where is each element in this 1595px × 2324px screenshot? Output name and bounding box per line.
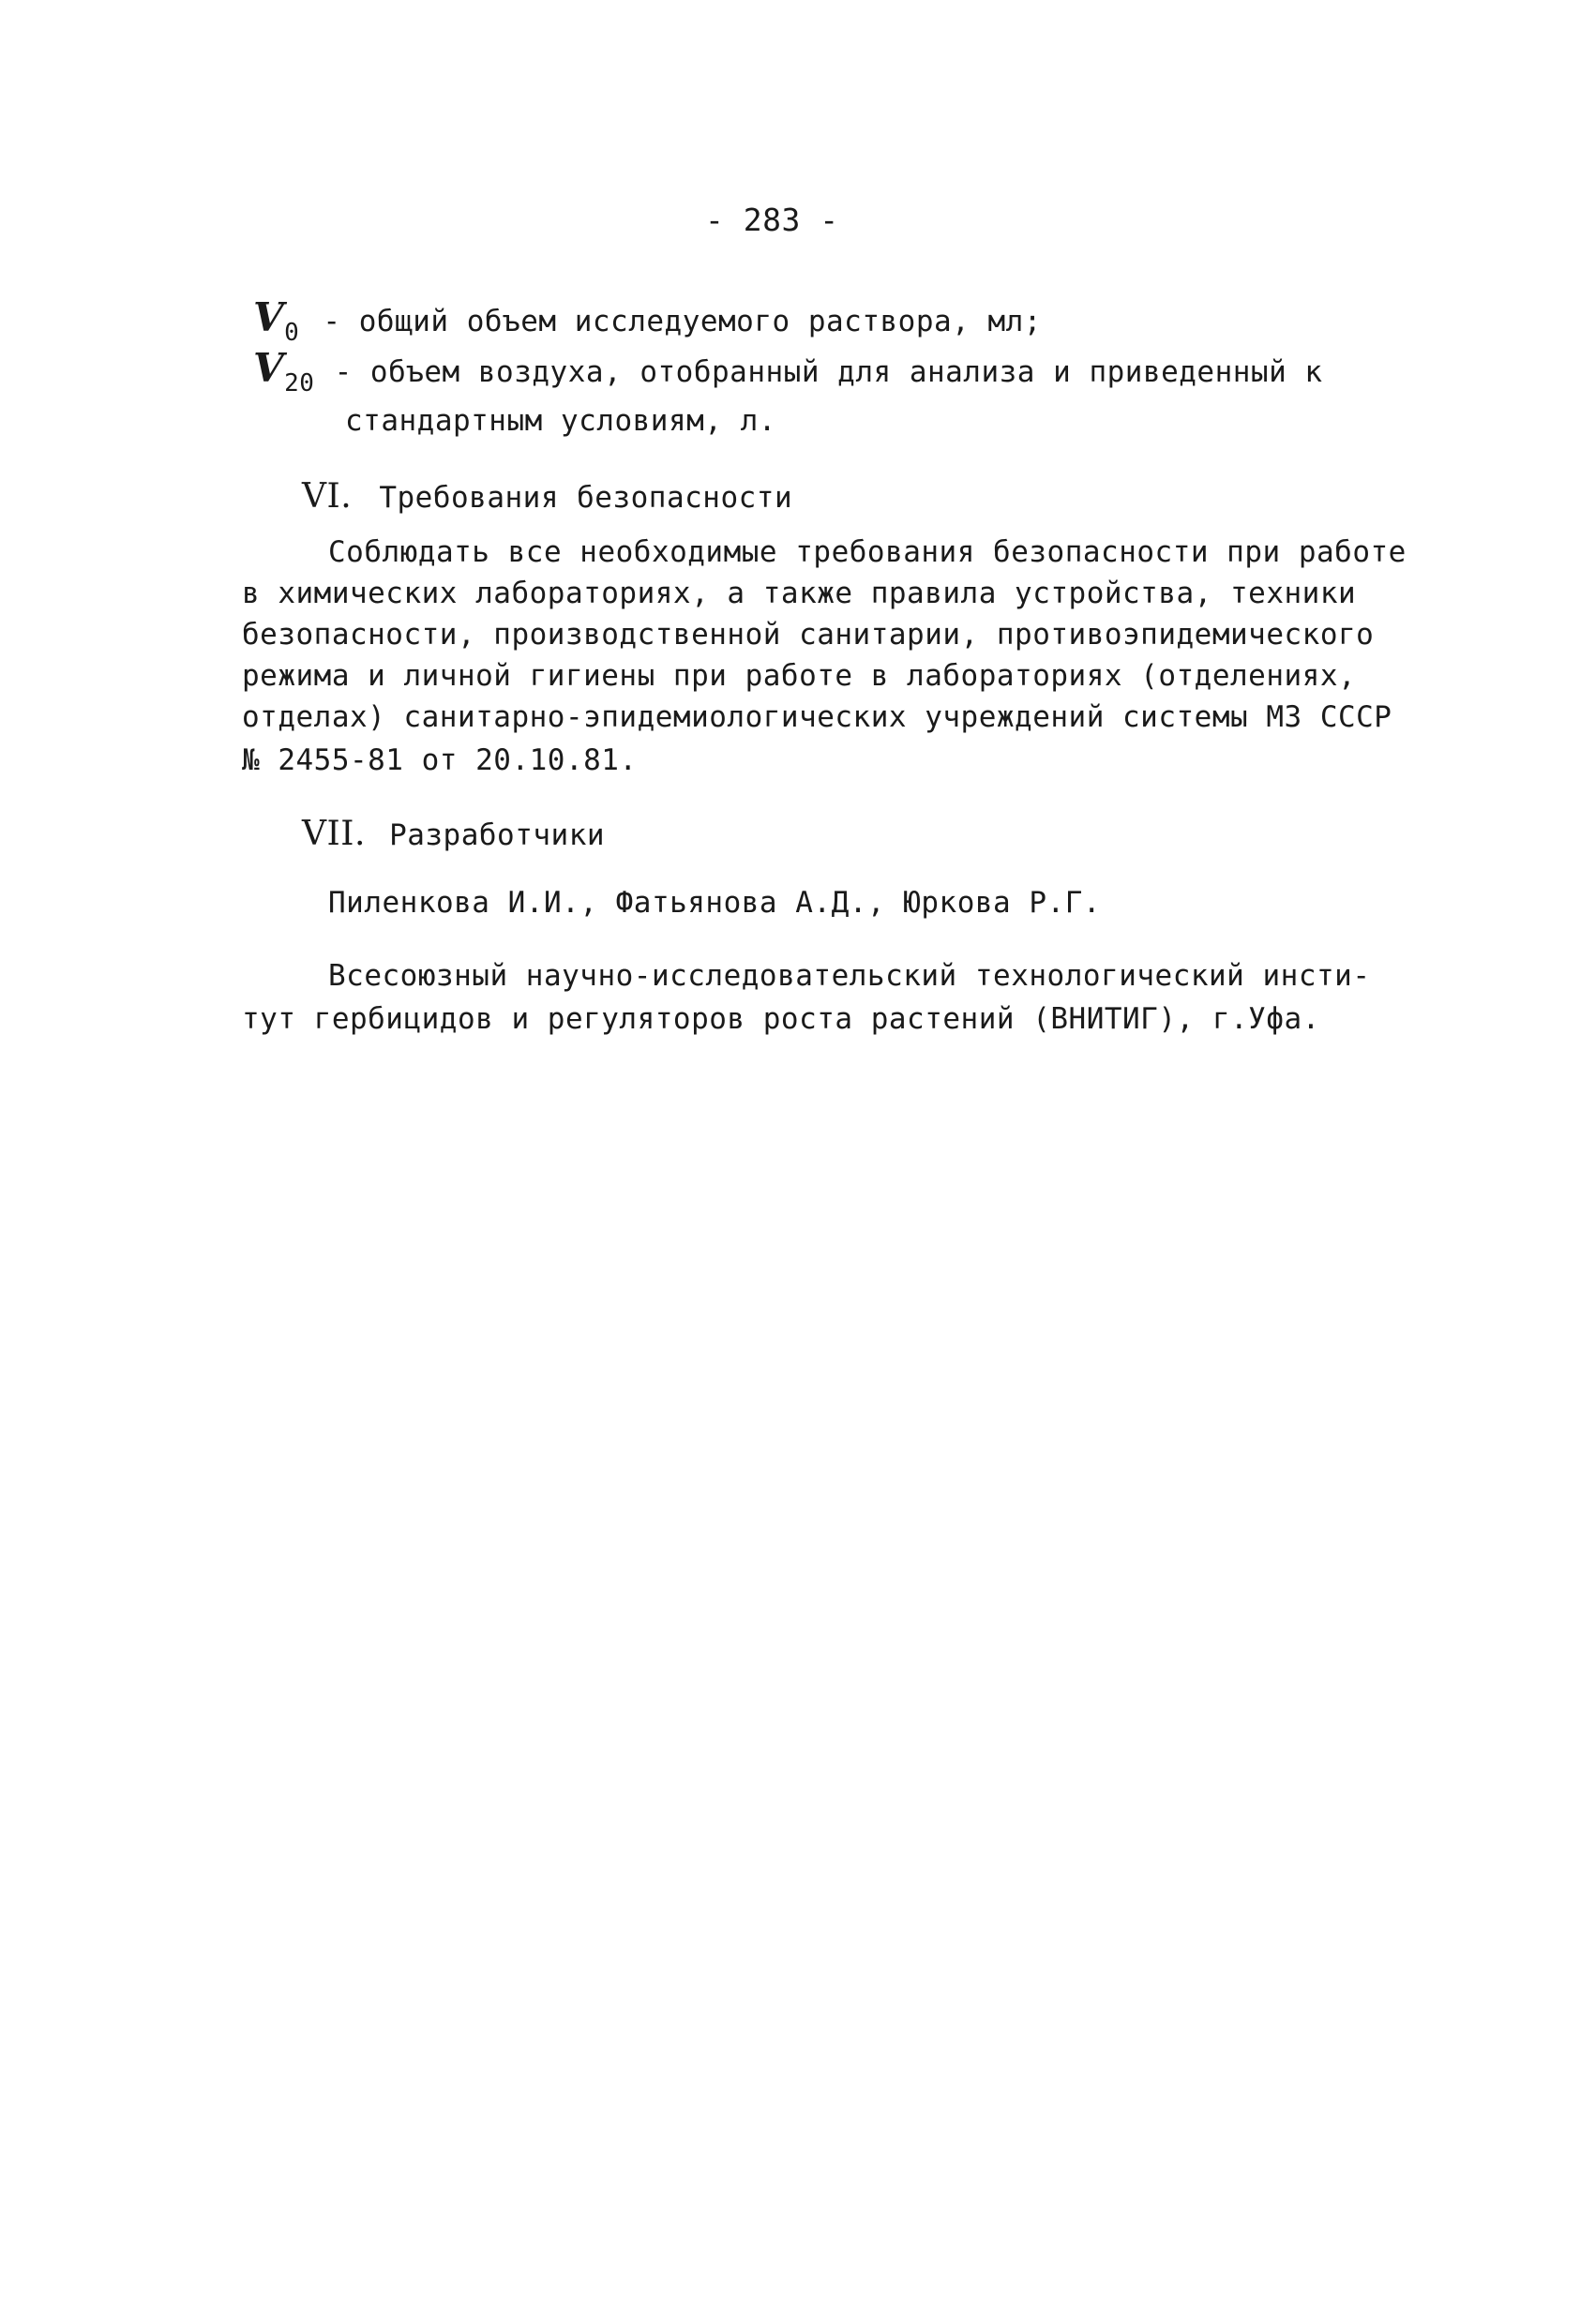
variable-v0-symbol: V xyxy=(253,294,285,340)
institution-line: тут гербицидов и регуляторов роста растений (ВНИТИГ), г.Уфа. xyxy=(242,1002,1320,1036)
section-7-title: Разработчики xyxy=(389,818,606,852)
page-number: - 283 - xyxy=(705,202,839,238)
section-7-number: VII. xyxy=(302,815,366,853)
section-6-heading xyxy=(302,477,793,516)
section-6-paragraph-line: Соблюдать все необходимые требования безопасности при работе xyxy=(328,535,1407,569)
variable-v20-symbol: V xyxy=(253,345,285,391)
variable-v20-continuation: стандартным условиям, л. xyxy=(345,404,776,438)
section-6-paragraph-line: режима и личной гигиены при работе в лабораториях (отделениях, xyxy=(242,659,1357,693)
section-7-heading xyxy=(302,817,605,851)
section-6-paragraph-line: отделах) санитарно-эпидемиологических учреждений системы МЗ СССР xyxy=(242,700,1392,734)
section-6-paragraph-line: безопасности, производственной санитарии, противоэпидемического xyxy=(242,618,1375,652)
authors: Пиленкова И.И., Фатьянова А.Д., Юркова Р.Г. xyxy=(328,886,1102,920)
section-6-paragraph-line: в химических лабораториях, а также правила устройства, техники xyxy=(242,577,1357,610)
variable-v0-definition xyxy=(253,294,1042,347)
variable-v0-subscript: 0 xyxy=(284,319,300,347)
variable-v20-text: - объем воздуха, отобранный для анализа и приведенный к xyxy=(334,355,1323,389)
section-6-title: Требования безопасности xyxy=(379,481,793,515)
variable-v20-subscript: 20 xyxy=(284,369,315,397)
institution-line: Всесоюзный научно-исследовательский технологический инсти- xyxy=(328,959,1371,993)
section-6-number: VI. xyxy=(302,477,353,516)
variable-v0-text: - общий объем исследуемого раствора, мл; xyxy=(323,305,1042,338)
variable-v20-definition xyxy=(253,345,1323,397)
section-6-paragraph-line: № 2455-81 от 20.10.81. xyxy=(242,743,638,777)
